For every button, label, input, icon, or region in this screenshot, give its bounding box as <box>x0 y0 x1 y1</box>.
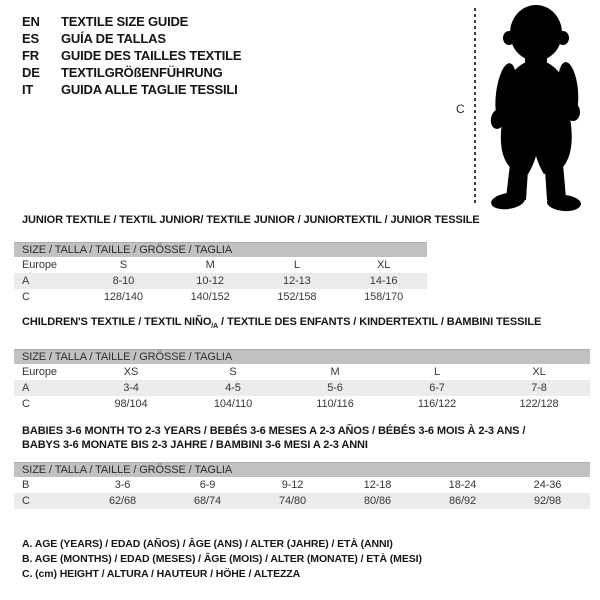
table-row-europe <box>14 257 427 273</box>
table-cell: XL <box>376 259 391 271</box>
row-label: C <box>22 291 30 303</box>
size-table-header: SIZE / TALLA / TAILLE / GRÖSSE / TAGLIA <box>14 350 590 365</box>
table-cell: XL <box>532 366 546 379</box>
table-cell: L <box>433 366 441 379</box>
table-cell: 158/170 <box>364 291 404 303</box>
legend-footnotes <box>22 537 422 582</box>
title-part: CHILDREN'S TEXTILE / TEXTIL NIÑO <box>22 316 212 328</box>
section-junior <box>14 214 480 305</box>
table-cell: S <box>119 259 127 271</box>
title-line-1: BABIES 3-6 MONTH TO 2-3 YEARS / BEBÉS 3-6 MESES A 2-3 AÑOS / BÉBÉS 3-6 MOIS À 2-3 ANS / <box>22 425 526 437</box>
language-title-list <box>22 13 241 98</box>
title-line-2: BABYS 3-6 MONATE BIS 2-3 JAHRE / BAMBINI 3-6 MESI A 2-3 ANNI <box>22 439 368 451</box>
table-cell: 8-10 <box>112 275 135 287</box>
table-cell: 80/86 <box>363 495 392 507</box>
section-junior-title: JUNIOR TEXTILE / TEXTIL JUNIOR/ TEXTILE JUNIOR / JUNIORTEXTIL / JUNIOR TESSILE <box>22 214 480 226</box>
table-header-row <box>14 243 427 258</box>
table-cell: L <box>293 259 300 271</box>
lang-row-it <box>22 81 241 98</box>
table-row-age-months <box>14 477 590 493</box>
table-row-height <box>14 396 590 412</box>
footnote-c: C. (cm) HEIGHT / ALTURA / HAUTEUR / HÖHE / ALTEZZA <box>22 568 301 580</box>
lang-label: GUIDE DES TAILLES TEXTILE <box>61 48 242 63</box>
table-row-height <box>14 493 590 509</box>
title-subscript: /A <box>211 323 219 331</box>
section-babies <box>14 424 590 509</box>
table-cell: 92/98 <box>533 495 562 507</box>
table-cell: S <box>229 366 237 379</box>
table-row-age <box>14 273 427 289</box>
lang-row-de <box>22 64 241 81</box>
table-cell: 4-5 <box>225 382 241 395</box>
table-row-height <box>14 289 427 305</box>
table-cell: 140/152 <box>190 291 230 303</box>
table-header-row <box>14 350 590 365</box>
table-cell: 3-6 <box>114 479 131 491</box>
table-row-europe <box>14 364 590 380</box>
lang-code: IT <box>22 82 34 97</box>
table-header-row <box>14 463 590 478</box>
table-cell: 62/68 <box>108 495 137 507</box>
table-cell: M <box>205 259 215 271</box>
row-label: C <box>22 495 30 507</box>
lang-label: GUIDA ALLE TAGLIE TESSILI <box>61 82 238 97</box>
table-cell: 104/110 <box>213 398 253 411</box>
table-cell: 18-24 <box>448 479 477 491</box>
table-cell: XS <box>123 366 139 379</box>
table-cell: 3-4 <box>123 382 139 395</box>
table-cell: 6-9 <box>199 479 216 491</box>
height-measure-label: C <box>456 102 465 116</box>
row-label: A <box>22 382 30 395</box>
table-cell: 9-12 <box>281 479 304 491</box>
lang-row-en <box>22 13 241 30</box>
junior-size-table <box>14 242 427 305</box>
row-label: B <box>22 479 30 491</box>
table-cell: 116/122 <box>417 398 457 411</box>
footnote-a: A. AGE (YEARS) / EDAD (AÑOS) / ÂGE (ANS) / ALTER (JAHRE) / ETÀ (ANNI) <box>22 538 393 550</box>
lang-label: TEXTILGRÖßENFÜHRUNG <box>61 65 223 80</box>
section-children-title <box>22 316 590 333</box>
table-cell: 98/104 <box>114 398 148 411</box>
table-cell: 122/128 <box>519 398 559 411</box>
title-part: / TEXTILE DES ENFANTS / KINDERTEXTIL / BAMBINI TESSILE <box>218 316 542 328</box>
table-cell: 86/92 <box>448 495 477 507</box>
lang-label: TEXTILE SIZE GUIDE <box>61 14 189 29</box>
table-cell: 152/158 <box>277 291 317 303</box>
table-cell: 74/80 <box>278 495 307 507</box>
row-label: Europe <box>22 259 57 271</box>
table-cell: 7-8 <box>531 382 547 395</box>
lang-row-fr <box>22 47 241 64</box>
size-table-header: SIZE / TALLA / TAILLE / GRÖSSE / TAGLIA <box>14 243 427 258</box>
height-measure-dashed-line <box>474 8 476 206</box>
table-cell: 12-13 <box>283 275 311 287</box>
toddler-silhouette-icon <box>481 2 596 212</box>
table-cell: 12-18 <box>363 479 392 491</box>
table-cell: M <box>330 366 340 379</box>
children-size-table <box>14 349 590 412</box>
table-cell: 68/74 <box>193 495 222 507</box>
table-cell: 128/140 <box>103 291 143 303</box>
table-cell: 5-6 <box>327 382 343 395</box>
table-cell: 6-7 <box>429 382 445 395</box>
lang-code: FR <box>22 48 39 63</box>
lang-row-es <box>22 30 241 47</box>
lang-code: DE <box>22 65 40 80</box>
section-children <box>14 316 590 412</box>
row-label: A <box>22 275 30 287</box>
lang-code: EN <box>22 14 40 29</box>
table-cell: 14-16 <box>369 275 398 287</box>
footnote-b: B. AGE (MONTHS) / EDAD (MESES) / ÂGE (MOIS) / ALTER (MONATE) / ETÀ (MESI) <box>22 553 422 565</box>
table-cell: 10-12 <box>196 275 224 287</box>
row-label: Europe <box>22 366 57 379</box>
size-table-header: SIZE / TALLA / TAILLE / GRÖSSE / TAGLIA <box>14 463 590 478</box>
table-row-age <box>14 380 590 396</box>
table-cell: 110/116 <box>316 398 354 411</box>
section-babies-title <box>22 424 590 452</box>
lang-code: ES <box>22 31 39 46</box>
babies-size-table <box>14 462 590 509</box>
row-label: C <box>22 398 30 411</box>
lang-label: GUÍA DE TALLAS <box>61 31 166 46</box>
table-cell: 24-36 <box>533 479 562 491</box>
